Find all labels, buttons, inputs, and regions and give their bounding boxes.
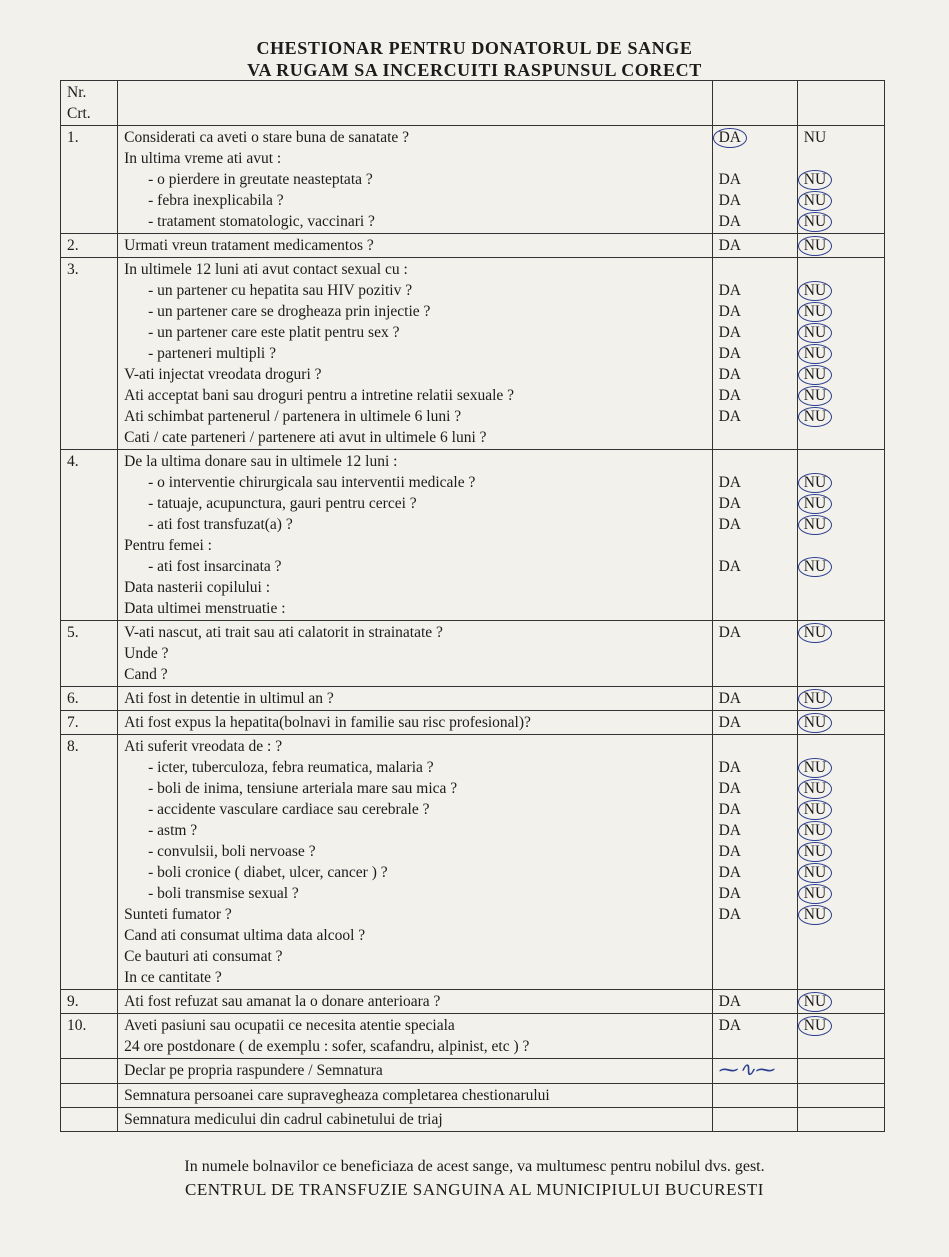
nu-option[interactable]: NU [798, 905, 832, 925]
answer-da [719, 148, 791, 169]
answer-nu[interactable] [804, 1015, 878, 1036]
answer-da [719, 925, 791, 946]
answer-nu [804, 451, 878, 472]
answer-nu[interactable] [804, 841, 878, 862]
signature-row [61, 1059, 885, 1084]
question-cell [118, 711, 712, 735]
question-text: Ati fost expus la hepatita(bolnavi in familie sau risc profesional)? [124, 714, 531, 731]
answer-nu[interactable] [804, 883, 878, 904]
row-number: 1. [61, 126, 118, 234]
answer-nu[interactable] [804, 514, 878, 535]
answer-da[interactable] [719, 799, 791, 820]
answer-nu[interactable] [804, 343, 878, 364]
form-instruction: VA RUGAM SA INCERCUITI RASPUNSUL CORECT [247, 60, 702, 80]
da-cell [712, 234, 797, 258]
da-cell [712, 990, 797, 1014]
da-option[interactable]: DA [718, 408, 741, 425]
nu-option[interactable]: NU [798, 557, 832, 577]
question-text: Ati acceptat bani sau droguri pentru a intretine relatii sexuale ? [124, 387, 515, 404]
da-option[interactable]: DA [718, 387, 741, 404]
answer-da [719, 1036, 791, 1057]
row-number: 3. [61, 258, 118, 450]
answer-nu [804, 598, 878, 619]
nu-cell [797, 621, 884, 687]
nu-option[interactable]: NU [798, 1016, 832, 1036]
nu-cell [797, 234, 884, 258]
nu-option[interactable]: NU [798, 494, 832, 514]
answer-da[interactable] [719, 514, 791, 535]
nu-option[interactable]: NU [798, 323, 832, 343]
answer-nu[interactable] [804, 406, 878, 427]
answer-nu[interactable] [804, 556, 878, 577]
signature-number [61, 1084, 118, 1108]
row-number: 5. [61, 621, 118, 687]
answer-da [719, 967, 791, 988]
nu-option[interactable]: NU [798, 992, 832, 1012]
answer-nu[interactable] [804, 280, 878, 301]
question-text: In ultima vreme ati avut : [124, 150, 282, 167]
da-option[interactable]: DA [718, 864, 741, 881]
nu-cell [797, 258, 884, 450]
question-text: Cati / cate parteneri / partenere ati avut in ultimele 6 luni ? [124, 429, 487, 446]
da-option[interactable]: DA [718, 516, 741, 533]
answer-da[interactable] [719, 385, 791, 406]
da-option[interactable]: DA [718, 366, 741, 383]
da-option[interactable]: DA [718, 324, 741, 341]
crt-label: Crt. [67, 105, 91, 122]
question-text: Aveti pasiuni sau ocupatii ce necesita atentie speciala [124, 1017, 455, 1034]
answer-da [719, 643, 791, 664]
nu-option[interactable]: NU [798, 386, 832, 406]
answer-da[interactable] [719, 364, 791, 385]
thank-you-note: In numele bolnavilor ce beneficiaza de acest sange, va multumesc pentru nobilul dvs. gest. [184, 1158, 765, 1175]
answer-nu[interactable] [804, 190, 878, 211]
nu-option[interactable]: NU [798, 623, 832, 643]
question-header [118, 81, 712, 126]
row-number: 7. [61, 711, 118, 735]
question-text: - un partener cu hepatita sau HIV pozitiv ? [148, 282, 413, 299]
question-text: - o pierdere in greutate neasteptata ? [148, 171, 373, 188]
answer-da [719, 259, 791, 280]
answer-nu[interactable] [804, 820, 878, 841]
nu-cell [797, 990, 884, 1014]
answer-nu[interactable] [804, 235, 878, 256]
answer-da[interactable] [719, 883, 791, 904]
da-option[interactable]: DA [718, 690, 741, 707]
nu-cell [797, 687, 884, 711]
answer-nu [804, 148, 878, 169]
answer-da[interactable] [719, 1015, 791, 1036]
answer-da [719, 451, 791, 472]
da-option[interactable]: DA [718, 558, 741, 575]
signature-number [61, 1059, 118, 1084]
da-cell [712, 621, 797, 687]
nu-option[interactable]: NU [798, 236, 832, 256]
answer-nu [804, 1036, 878, 1057]
answer-da[interactable] [719, 778, 791, 799]
nu-option[interactable]: NU [798, 842, 832, 862]
row-number: 8. [61, 735, 118, 990]
question-text: - astm ? [148, 822, 198, 839]
answer-da[interactable] [719, 904, 791, 925]
da-option[interactable]: DA [718, 885, 741, 902]
answer-nu[interactable] [804, 712, 878, 733]
signature-row [61, 1108, 885, 1132]
question-text: - ati fost transfuzat(a) ? [148, 516, 293, 533]
answer-nu[interactable] [804, 799, 878, 820]
question-row [61, 258, 885, 450]
answer-nu[interactable] [804, 862, 878, 883]
da-option[interactable]: DA [718, 714, 741, 731]
answer-da[interactable] [719, 211, 791, 232]
signature-blank [797, 1059, 884, 1084]
question-text: - febra inexplicabila ? [148, 192, 284, 209]
nu-option[interactable]: NU [798, 212, 832, 232]
nu-option[interactable]: NU [798, 515, 832, 535]
question-text: Sunteti fumator ? [124, 906, 232, 923]
da-cell [712, 711, 797, 735]
answer-da[interactable] [719, 622, 791, 643]
answer-nu [804, 427, 878, 448]
answer-nu [804, 577, 878, 598]
answer-nu[interactable] [804, 757, 878, 778]
question-text: - boli cronice ( diabet, ulcer, cancer ) ? [148, 864, 388, 881]
answer-nu [804, 643, 878, 664]
da-cell [712, 1014, 797, 1059]
answer-nu [804, 736, 878, 757]
question-text: Ce bauturi ati consumat ? [124, 948, 283, 965]
signature-blank [797, 1084, 884, 1108]
question-text: Ati suferit vreodata de : ? [124, 738, 283, 755]
nr-label: Nr. [67, 84, 87, 101]
question-row [61, 1014, 885, 1059]
answer-da [719, 946, 791, 967]
nu-option[interactable]: NU [798, 191, 832, 211]
question-cell [118, 258, 712, 450]
nu-option[interactable]: NU [798, 863, 832, 883]
question-row [61, 450, 885, 621]
answer-nu [804, 535, 878, 556]
header-row [61, 81, 885, 126]
answer-da [719, 577, 791, 598]
da-option[interactable]: DA [718, 345, 741, 362]
da-cell [712, 258, 797, 450]
row-number: 10. [61, 1014, 118, 1059]
answer-da[interactable] [719, 280, 791, 301]
da-option[interactable]: DA [718, 495, 741, 512]
nu-cell [797, 450, 884, 621]
question-text: V-ati nascut, ati trait sau ati calatorit in strainatate ? [124, 624, 443, 641]
question-text: In ce cantitate ? [124, 969, 222, 986]
nu-option[interactable]: NU [798, 407, 832, 427]
da-option[interactable]: DA [718, 1017, 741, 1034]
nu-option[interactable]: NU [798, 302, 832, 322]
answer-da[interactable] [719, 127, 791, 148]
signature-field[interactable] [712, 1108, 797, 1132]
da-option[interactable]: DA [718, 237, 741, 254]
answer-da[interactable] [719, 841, 791, 862]
answer-da[interactable] [719, 757, 791, 778]
nu-option[interactable]: NU [803, 129, 827, 146]
answer-nu[interactable] [804, 904, 878, 925]
da-option[interactable]: DA [718, 282, 741, 299]
form-title: CHESTIONAR PENTRU DONATORUL DE SANGE [256, 38, 693, 58]
answer-da[interactable] [719, 862, 791, 883]
da-option[interactable]: DA [718, 801, 741, 818]
da-cell [712, 687, 797, 711]
question-text: Urmati vreun tratament medicamentos ? [124, 237, 374, 254]
answer-nu [804, 259, 878, 280]
question-text: Data nasterii copilului : [124, 579, 271, 596]
da-option[interactable]: DA [718, 780, 741, 797]
answer-da[interactable] [719, 322, 791, 343]
question-text: - ati fost insarcinata ? [148, 558, 282, 575]
question-text: Unde ? [124, 645, 169, 662]
question-text: - convulsii, boli nervoase ? [148, 843, 316, 860]
da-option[interactable]: DA [718, 624, 741, 641]
answer-nu[interactable] [804, 622, 878, 643]
answer-da [719, 427, 791, 448]
question-row [61, 621, 885, 687]
answer-da[interactable] [719, 343, 791, 364]
answer-nu [804, 946, 878, 967]
da-option[interactable]: DA [713, 128, 747, 148]
da-option[interactable]: DA [718, 213, 741, 230]
question-cell [118, 735, 712, 990]
question-text: - tratament stomatologic, vaccinari ? [148, 213, 375, 230]
question-text: In ultimele 12 luni ati avut contact sexual cu : [124, 261, 408, 278]
question-text: 24 ore postdonare ( de exemplu : sofer, scafandru, alpinist, etc ) ? [124, 1038, 530, 1055]
da-option[interactable]: DA [718, 171, 741, 188]
question-cell [118, 450, 712, 621]
da-option[interactable]: DA [718, 474, 741, 491]
question-text: - un partener care este platit pentru sex ? [148, 324, 400, 341]
answer-da[interactable] [719, 169, 791, 190]
nr-header [61, 81, 118, 126]
da-option[interactable]: DA [718, 906, 741, 923]
nu-cell [797, 711, 884, 735]
questionnaire-table [60, 80, 885, 1132]
question-cell [118, 621, 712, 687]
answer-da[interactable] [719, 472, 791, 493]
signature-label: Declar pe propria raspundere / Semnatura [118, 1059, 712, 1084]
nu-cell [797, 1014, 884, 1059]
question-text: Cand ? [124, 666, 168, 683]
question-text: Pentru femei : [124, 537, 212, 554]
nu-option[interactable]: NU [798, 170, 832, 190]
answer-da[interactable] [719, 712, 791, 733]
answer-da[interactable] [719, 991, 791, 1012]
nu-option[interactable]: NU [798, 344, 832, 364]
institution-name: CENTRUL DE TRANSFUZIE SANGUINA AL MUNICIPIULUI BUCURESTI [185, 1180, 764, 1199]
row-number: 9. [61, 990, 118, 1014]
answer-nu[interactable] [804, 472, 878, 493]
question-text: De la ultima donare sau in ultimele 12 luni : [124, 453, 398, 470]
da-option[interactable]: DA [718, 843, 741, 860]
question-text: Considerati ca aveti o stare buna de sanatate ? [124, 129, 410, 146]
nu-option[interactable]: NU [798, 821, 832, 841]
signature-field[interactable] [712, 1059, 797, 1084]
question-text: - un partener care se drogheaza prin injectie ? [148, 303, 431, 320]
answer-nu[interactable] [804, 169, 878, 190]
question-row [61, 711, 885, 735]
question-row [61, 126, 885, 234]
question-text: Cand ati consumat ultima data alcool ? [124, 927, 366, 944]
question-cell [118, 234, 712, 258]
answer-nu[interactable] [804, 364, 878, 385]
signature-row [61, 1084, 885, 1108]
nu-option[interactable]: NU [798, 800, 832, 820]
answer-nu[interactable] [804, 385, 878, 406]
signature-number [61, 1108, 118, 1132]
answer-da [719, 664, 791, 685]
nu-option[interactable]: NU [798, 779, 832, 799]
row-number: 2. [61, 234, 118, 258]
answer-nu[interactable] [804, 322, 878, 343]
question-row [61, 990, 885, 1014]
row-number: 6. [61, 687, 118, 711]
answer-nu[interactable] [804, 301, 878, 322]
da-cell [712, 735, 797, 990]
da-option[interactable]: DA [718, 192, 741, 209]
answer-da[interactable] [719, 301, 791, 322]
question-text: - o interventie chirurgicala sau interventii medicale ? [148, 474, 476, 491]
answer-da [719, 535, 791, 556]
signature-field[interactable] [712, 1084, 797, 1108]
answer-nu [804, 925, 878, 946]
question-row [61, 234, 885, 258]
answer-da[interactable] [719, 493, 791, 514]
question-cell [118, 1014, 712, 1059]
answer-nu[interactable] [804, 688, 878, 709]
answer-da [719, 598, 791, 619]
nu-option[interactable]: NU [798, 689, 832, 709]
da-cell [712, 450, 797, 621]
question-cell [118, 126, 712, 234]
nu-option[interactable]: NU [798, 281, 832, 301]
question-text: Ati fost in detentie in ultimul an ? [124, 690, 334, 707]
nu-option[interactable]: NU [798, 758, 832, 778]
nu-cell [797, 126, 884, 234]
answer-da[interactable] [719, 556, 791, 577]
da-option[interactable]: DA [718, 993, 741, 1010]
signature-blank [797, 1108, 884, 1132]
answer-nu[interactable] [804, 778, 878, 799]
row-number: 4. [61, 450, 118, 621]
da-option[interactable]: DA [718, 303, 741, 320]
signature-label: Semnatura persoanei care supravegheaza completarea chestionarului [118, 1084, 712, 1108]
da-option[interactable]: DA [718, 822, 741, 839]
answer-nu[interactable] [804, 127, 878, 148]
answer-nu[interactable] [804, 493, 878, 514]
answer-nu [804, 664, 878, 685]
answer-nu [804, 967, 878, 988]
question-text: - tatuaje, acupunctura, gauri pentru cercei ? [148, 495, 417, 512]
da-cell [712, 126, 797, 234]
question-cell [118, 687, 712, 711]
answer-da[interactable] [719, 190, 791, 211]
answer-da[interactable] [719, 235, 791, 256]
signature-scribble: ⁓∿⁓ [718, 1059, 776, 1081]
nu-option[interactable]: NU [798, 365, 832, 385]
question-text: Ati schimbat partenerul / partenera in ultimele 6 luni ? [124, 408, 462, 425]
nu-option[interactable]: NU [798, 884, 832, 904]
question-row [61, 687, 885, 711]
answer-nu[interactable] [804, 991, 878, 1012]
answer-da[interactable] [719, 406, 791, 427]
da-option[interactable]: DA [718, 759, 741, 776]
answer-da[interactable] [719, 820, 791, 841]
nu-cell [797, 735, 884, 990]
nu-option[interactable]: NU [798, 473, 832, 493]
question-text: - accidente vasculare cardiace sau cerebrale ? [148, 801, 430, 818]
answer-nu[interactable] [804, 211, 878, 232]
da-header [712, 81, 797, 126]
nu-option[interactable]: NU [798, 713, 832, 733]
question-text: Data ultimei menstruatie : [124, 600, 286, 617]
question-text: - parteneri multipli ? [148, 345, 276, 362]
question-cell [118, 990, 712, 1014]
question-text: - boli transmise sexual ? [148, 885, 299, 902]
question-text: Ati fost refuzat sau amanat la o donare anterioara ? [124, 993, 441, 1010]
question-text: V-ati injectat vreodata droguri ? [124, 366, 322, 383]
answer-da[interactable] [719, 688, 791, 709]
question-row [61, 735, 885, 990]
nu-header [797, 81, 884, 126]
answer-da [719, 736, 791, 757]
question-text: - icter, tuberculoza, febra reumatica, malaria ? [148, 759, 434, 776]
question-text: - boli de inima, tensiune arteriala mare sau mica ? [148, 780, 458, 797]
signature-label: Semnatura medicului din cadrul cabinetului de triaj [118, 1108, 712, 1132]
